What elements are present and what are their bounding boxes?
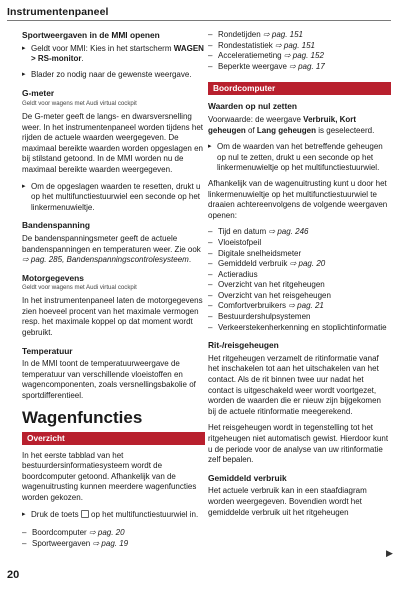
list-item	[208, 291, 391, 302]
list-item	[208, 280, 391, 291]
item-label: Rondetijden	[218, 30, 261, 39]
page-reference: ⇨ pag. 20	[289, 259, 326, 269]
tyre-pressure-paragraph	[22, 234, 205, 266]
views-intro: Afhankelijk van de wagenuitrusting kunt u door het linkermenuwieltje op het multifunctiestuurwiel te draaien achtereenvolgens de volgende weergaven openen:	[208, 178, 388, 220]
reset-step: ▸ Om de waarden van het betreffende geheugen op nul te zetten, drukt u een seconde op het linkermenuwieltje op het multifunctiestuurwiel.	[208, 142, 391, 174]
function-list-continued	[208, 30, 391, 72]
trip-computer-bar: Boordcomputer	[208, 82, 391, 95]
trip-memory-paragraph: Het ritgeheugen verzamelt de ritinformatie vanaf het inschakelen tot aan het uitschakelen van het contact. Als de rit binnen twee uur nadat het contact is uitgeschakeld weer wordt voortgezet, worden de waarden die er nieuw zijn bijgekomen bij de actuele ritinformatie meegerekend.	[208, 353, 381, 416]
engine-data-paragraph: In het instrumentenpaneel laten de motorgegevens zien hoeveel procent van het maximale vermogen resp. het maximale koppel op dat moment wordt gebruikt.	[22, 296, 203, 338]
average-consumption-heading: Gemiddeld verbruik	[208, 472, 287, 483]
view-name: Verbruik, Kort geheugen	[208, 114, 357, 135]
item-label: Overzicht van het ritgeheugen	[218, 280, 325, 290]
paragraph-end: is geselecteerd.	[316, 125, 375, 135]
list-item	[208, 51, 391, 62]
section-title: Wagenfuncties	[22, 407, 143, 427]
list-item	[208, 312, 391, 323]
function-list	[22, 528, 205, 549]
list-item	[208, 323, 391, 334]
running-title: Instrumentenpaneel	[7, 6, 109, 18]
steering-wheel-button-icon	[81, 510, 89, 518]
page-reference: ⇨ pag. 17	[289, 61, 325, 71]
item-label: Sportweergaven	[32, 538, 91, 548]
list-item	[208, 238, 391, 249]
list-item	[22, 539, 205, 550]
paragraph-end: .	[188, 255, 192, 265]
view-name: Lang geheugen	[256, 125, 317, 135]
list-item	[22, 528, 205, 539]
continue-arrow-icon: ▶	[386, 548, 393, 558]
list-item	[208, 41, 391, 52]
sport-step-1	[22, 44, 205, 65]
item-label: Actieradius	[218, 269, 258, 279]
travel-memory-paragraph: Het reisgeheugen wordt in tegenstelling tot het ritgeheugen niet automatisch gewist. Hierdoor kunt u de periode voor de analyse van uw ritinformatie zelf bepalen.	[208, 423, 389, 465]
item-label: Digitale snelheidsmeter	[218, 248, 302, 258]
engine-data-heading: Motorgegevens	[22, 272, 84, 283]
item-label: Overzicht van het reisgeheugen	[218, 290, 331, 300]
step-text: Geldt voor MMI: Kies in het startscherm	[31, 43, 174, 53]
item-label: Tijd en datum	[218, 227, 267, 237]
step-text-end: op het multifunctiestuurwiel in.	[88, 509, 199, 519]
paragraph-text: of	[245, 125, 257, 135]
reset-precondition	[208, 115, 391, 136]
temperature-paragraph: In de MMI toont de temperatuurweergave de temperatuur van verschillende vloeistoffen en wagencomponenten, zoals versnellingsbakolie of sportdifferentieel.	[22, 359, 196, 401]
page-reference: ⇨ pag. 21	[288, 301, 324, 311]
trip-memory-heading: Rit-/reisgeheugen	[208, 340, 279, 351]
overview-bar: Overzicht	[22, 432, 205, 445]
header-rule	[7, 20, 391, 21]
sport-step-2: ▸ Blader zo nodig naar de gewenste weergave.	[22, 70, 205, 81]
views-list	[208, 227, 391, 333]
list-item	[208, 30, 391, 41]
list-item	[208, 259, 391, 270]
list-item	[208, 62, 391, 73]
item-label: Boordcomputer	[32, 528, 87, 538]
item-label: Rondestatistiek	[218, 40, 273, 50]
item-label: Verkeerstekenherkenning en stoplichtinformatie	[218, 322, 387, 332]
page-reference: ⇨ pag. 246	[268, 227, 309, 237]
page-number: 20	[7, 569, 20, 581]
list-item	[208, 270, 391, 281]
list-item	[208, 227, 391, 238]
reset-heading: Waarden op nul zetten	[208, 101, 298, 112]
menu-path: WAGEN > RS-monitor	[31, 43, 204, 64]
page-reference: ⇨ pag. 152	[283, 51, 324, 61]
gmeter-reset-step: ▸ Om de opgeslagen waarden te resetten, drukt u op het multifunctiestuurwiel een seconde op het linkermenuwieltje.	[22, 182, 205, 214]
right-column	[208, 30, 391, 524]
page-reference: ⇨ pag. 20	[88, 528, 125, 538]
step-text-end: .	[81, 54, 84, 64]
item-label: Beperkte weergave	[218, 61, 287, 71]
page-reference: ⇨ pag. 285, Bandenspanningscontrolesysteem	[22, 255, 189, 265]
item-label: Vloeistofpeil	[218, 237, 262, 247]
page-reference: ⇨ pag. 151	[274, 40, 316, 50]
tyre-pressure-heading: Bandenspanning	[22, 220, 90, 231]
gmeter-paragraph: De G-meter geeft de langs- en dwarsversnelling weer. In het instrumentenpaneel worden tijdens het rijden de actuele waarden weergegeven. De maximaal bereikte waarden worden opgeslagen en bij stilstand getoond. In de MMI worden nu de maximaal bereikte waarden weergegeven.	[22, 111, 204, 174]
overview-step	[22, 510, 205, 521]
overview-paragraph: In het eerste tabblad van het bestuurdersinformatiesysteem wordt de boordcomputer getoond. Afhankelijk van de wagenuitrusting kunnen meerdere wagenfuncties worden gekozen.	[22, 450, 197, 502]
engine-applicability-note: Geldt voor wagens met Audi virtual cockpit	[22, 284, 137, 292]
list-item	[208, 301, 391, 312]
item-label: Gemiddeld verbruik	[218, 259, 288, 269]
item-label: Bestuurdershulpsystemen	[218, 312, 311, 322]
list-item	[208, 249, 391, 260]
gmeter-heading: G-meter	[22, 88, 55, 99]
page-header	[0, 0, 416, 22]
gmeter-applicability-note: Geldt voor wagens met Audi virtual cockpit	[22, 99, 137, 107]
paragraph-text: De bandenspanningsmeter geeft de actuele bandenspanningen en temperaturen weer. Zie ook	[22, 233, 201, 254]
paragraph-text: Voorwaarde: de weergave	[208, 114, 304, 124]
average-consumption-paragraph: Het actuele verbruik kan in een staafdiagram worden weergegeven. Bovendien wordt het gemiddelde verbruik uit het ritgeheugen	[208, 486, 367, 517]
temperature-heading: Temperatuur	[22, 345, 73, 356]
step-text: Druk de toets	[31, 509, 81, 519]
item-label: Acceleratiemeting	[218, 51, 282, 61]
item-label: Comfortverbruikers	[218, 301, 287, 311]
left-column	[22, 30, 205, 555]
sport-heading: Sportweergaven in de MMI openen	[22, 30, 160, 40]
page-reference: ⇨ pag. 19	[92, 538, 129, 548]
page-reference: ⇨ pag. 151	[262, 30, 304, 39]
